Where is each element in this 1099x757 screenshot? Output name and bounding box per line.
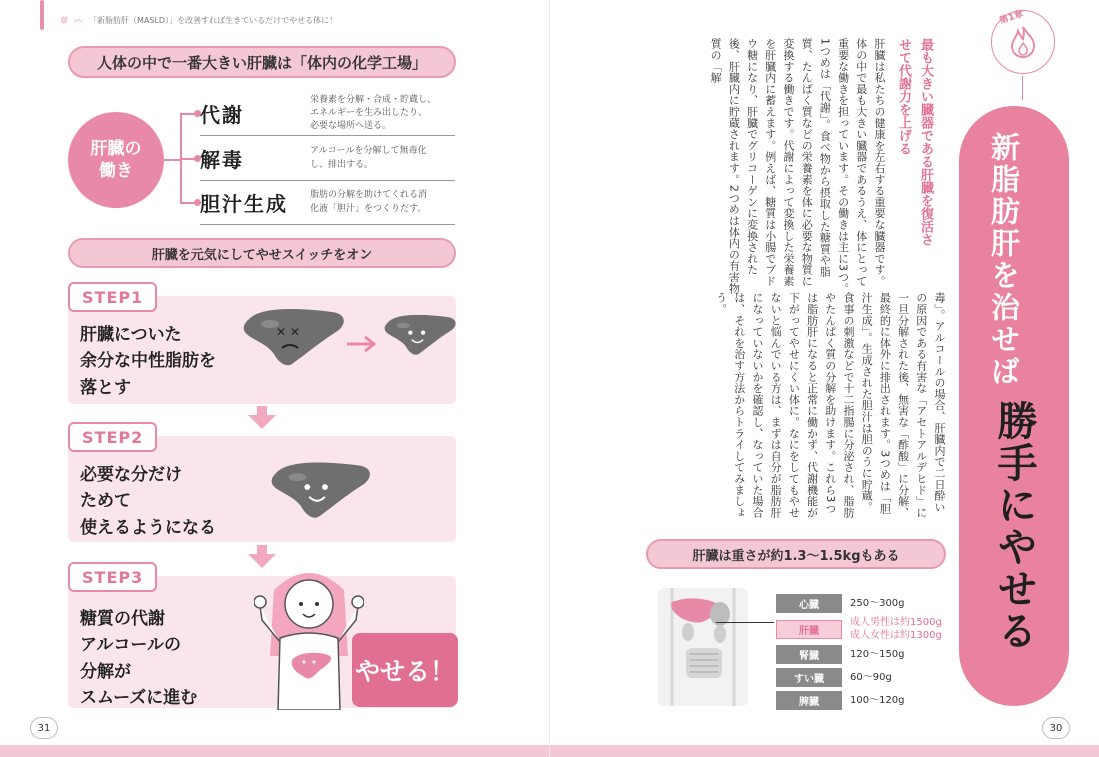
chapter-label: 第1章 [998,9,1025,27]
function-circle-line1: 肝臓の [90,138,142,159]
function-detox [200,137,455,181]
desc-line: 化液「胆汁」をつくりだす。 [310,203,427,214]
page-number: 31 [30,717,58,739]
title-line2: 勝手にやせる [991,400,1037,652]
organ-kidney [776,645,905,664]
desc-line: アルコールを分解して無毒化 [310,146,427,157]
right-page [550,0,1099,757]
yaseru-badge: やせる！ [352,633,458,707]
function-circle [68,112,164,208]
heading-chemical-plant [68,46,456,78]
organ-pancreas [776,668,892,687]
liver-sick-icon [240,302,350,370]
organ-tag: 心臓 [776,594,842,613]
function-bile [200,181,455,225]
desc-line: 脂肪の分解を助けてくれる消 [310,190,428,201]
desc-line: 必要な場所へ送る。 [310,121,392,132]
bottom-band [0,745,549,757]
desc-line: し、排出する。 [310,159,374,170]
heading-switch-text: 肝臓を元気にしてやせスイッチをオン [151,247,373,263]
organ-value: 60〜90g [850,672,892,683]
organ-heart [776,594,905,613]
step1-tag: STEP1 [68,282,157,312]
step3-tag: STEP3 [68,562,157,592]
step2-tag: STEP2 [68,422,157,452]
step-line: 肝臓についた [80,325,182,345]
function-desc [310,94,455,133]
bottom-band [550,745,1099,757]
step-line: 必要な分だけ [80,465,182,485]
organ-liver [776,616,942,642]
step2-text [80,462,216,541]
organ-tag: すい臓 [776,668,842,687]
arrow-down-icon [248,415,276,429]
left-page [0,0,549,757]
step3-text [80,606,197,711]
heading-chemical-plant-text: 人体の中で一番大きい肝臓は「体内の化学工場」 [96,53,427,72]
chapter-line [1022,76,1023,100]
organ-value-line: 成人女性は約1300g [850,630,942,641]
figure-heading [646,539,946,569]
function-metabolism [200,92,455,136]
title-line1: 新脂肪肝を治せば [987,132,1021,388]
heading-switch [68,238,456,268]
organ-value: 100〜120g [850,695,905,706]
organ-value: 250〜300g [850,598,905,609]
function-desc [310,145,455,171]
function-name: 解毒 [200,148,244,172]
fire-icon [1008,25,1038,59]
organ-value [850,616,942,642]
step-line: 使えるようになる [80,517,216,538]
function-name: 胆汁生成 [200,192,288,216]
function-circle-line2: 働き [99,161,133,181]
running-head-text: 「新脂肪肝（MASLD）」を改善すれば生きているだけでやせる体に！ [89,16,338,25]
step-line: 落とす [80,377,131,398]
liver-pointer-line [716,622,774,623]
edge-bar [40,0,44,30]
liver-happy-icon [382,302,460,366]
body-text-bottom: 毒」。アルコールの場合、肝臓内で二日酔いの原因である有害な「アセトアルデヒド」に一旦分解された後、無害な「酢酸」に分解、最終的に体外に排出されます。3つめは「胆汁生成」。生成された胆汁は胆のうに貯蔵。食事の刺激などで十二指腸に分泌され、脂肪やたんぱく質の分解を助けます。これら3つは脂肪肝になると正常に働かず、代謝機能が下がってやせにくい体に。なにをしてもやせないと悩んでいる方は、まずは自分が脂肪肝になっていないかを確認し、なっていた場合は、それを治す方法からトライしてみましょう。 [714,292,946,518]
step-line: 余分な中性脂肪を [80,351,216,372]
body-text-top: 肝臓は私たちの健康を左右する重要な臓器です。体の中で最も大きい臓器であるうえ、体にとって重要な働きを担っています。その働きは主に3つ。1つめは「代謝」。食べ物から摂取した糖質や脂質、たんぱく質などの栄養素を体に必要な物質に変換する働きです。代謝によって変換した栄養素を肝臓内に蓄えます。例えば、糖質は小腸でブドウ糖になり、肝臓でグリコーゲンに変換された後、肝臓内に貯蔵されます。2つめは体内の有害物質の「解 [709,38,886,294]
organ-value: 120〜150g [850,649,905,660]
arrow-right-icon [345,334,379,354]
page-number: 30 [1042,717,1070,739]
tree-connector [164,159,180,161]
liver-happy-icon [268,454,376,524]
lead-text: 最も大きい臓器である肝臓を復活させて代謝力を上げる [896,38,933,246]
organ-tag: 脾臓 [776,691,842,710]
step-line: スムーズに進む [80,688,198,709]
step-line: アルコールの [80,635,181,656]
figure-heading-text: 肝臓は重さが約1.3〜1.5kgもある [692,548,900,564]
svg-text:✕ ✕: ✕ ✕ [276,325,300,339]
step-line: 分解が [80,661,131,682]
desc-line: エネルギーを生み出したり、 [310,107,428,118]
wave-icon: 〰 [74,17,84,27]
organ-tag: 腎臓 [776,645,842,664]
step1-text [80,322,216,401]
function-desc [310,189,455,215]
organ-value-line: 成人男性は約1500g [850,617,942,628]
girl-flexing-icon [254,560,364,710]
organ-tag: 肝臓 [776,620,842,639]
running-head [60,14,337,27]
body-organs-illustration [658,588,748,706]
desc-line: 栄養素を分解・合成・貯蔵し、 [310,94,437,105]
step-line: ためて [80,491,131,512]
step-line: 糖質の代謝 [80,609,165,629]
function-name: 代謝 [200,103,244,127]
chapter-mark: 章 [60,16,68,25]
organ-spleen [776,691,905,710]
